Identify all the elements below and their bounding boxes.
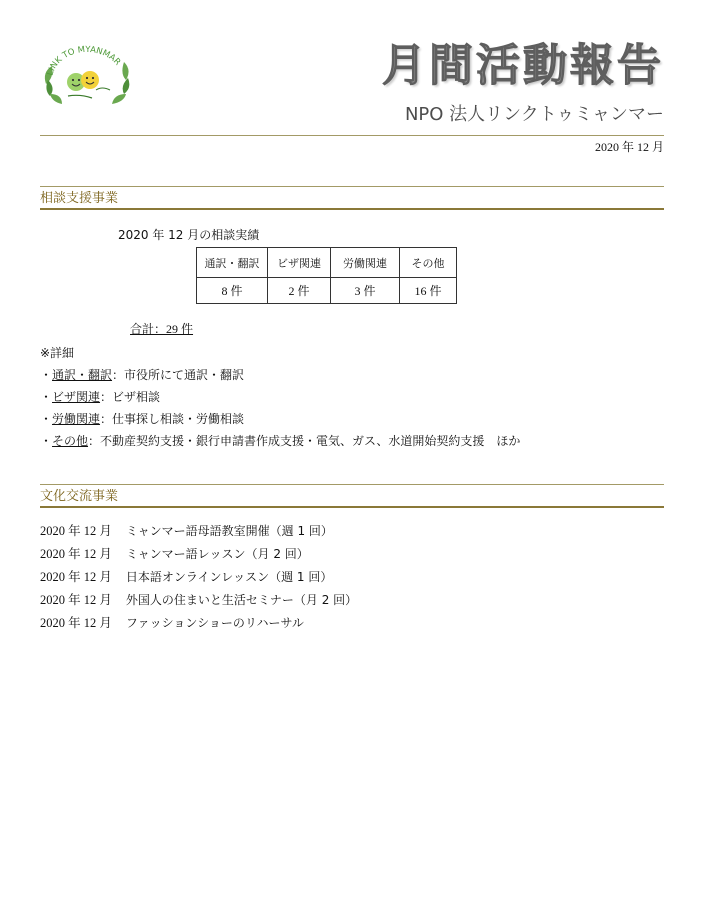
- detail-item: [40, 435, 520, 447]
- section-top-divider: [40, 186, 664, 187]
- table-header-cell: 労働関連: [331, 248, 400, 278]
- section-bottom-divider: [40, 506, 664, 508]
- item-text: ミャンマー語レッスン（月 2 回）: [125, 547, 309, 561]
- svg-text:LINK TO MYANMAR: LINK TO MYANMAR: [45, 44, 123, 77]
- item-text: ファッションショーのリハーサル: [125, 616, 304, 630]
- bullet: ・: [40, 412, 53, 426]
- detail-term: ビザ関連: [52, 390, 101, 404]
- item-date: 2020 年 12 月: [40, 593, 112, 607]
- table-cell: 8 件: [197, 278, 268, 304]
- item-date: 2020 年 12 月: [40, 570, 112, 584]
- item-text: 外国人の住まいと生活セミナー（月 2 回）: [125, 593, 358, 607]
- detail-text: ：仕事探し相談・労働相談: [100, 412, 245, 426]
- detail-term: 通訳・翻訳: [52, 368, 113, 382]
- detail-term: その他: [52, 434, 89, 448]
- culture-section-heading: 文化交流事業: [40, 489, 119, 504]
- bullet: ・: [40, 390, 53, 404]
- report-date: 2020 年 12 月: [594, 140, 664, 154]
- detail-item: [40, 413, 244, 425]
- bullet: ・: [40, 368, 53, 382]
- organization-logo: [40, 44, 134, 108]
- item-date: 2020 年 12 月: [40, 547, 112, 561]
- total-value: ：29 件: [154, 322, 194, 336]
- bullet: ・: [40, 434, 53, 448]
- item-text: 日本語オンラインレッスン（週 1 回）: [125, 570, 333, 584]
- detail-text: ：市役所にて通訳・翻訳: [112, 368, 245, 382]
- detail-item: [40, 391, 160, 403]
- consult-section-heading: 相談支援事業: [40, 191, 119, 206]
- detail-text: ：不動産契約支援・銀行申請書作成支援・電気、ガス、水道開始契約支援 ほか: [88, 434, 521, 448]
- total-line: [130, 323, 193, 335]
- consult-stats-table: [196, 247, 457, 304]
- page-title: 月間活動報告: [382, 40, 664, 91]
- item-date: 2020 年 12 月: [40, 616, 112, 630]
- detail-heading: ※詳細: [40, 346, 75, 360]
- summary-title: 2020 年 12 月の相談実績: [118, 228, 260, 242]
- table-header-cell: その他: [400, 248, 457, 278]
- list-item: [40, 594, 357, 607]
- table-header-row: [197, 248, 457, 278]
- detail-term: 労働関連: [52, 412, 101, 426]
- header-divider: [40, 135, 664, 136]
- list-item: [40, 571, 332, 584]
- table-header-cell: ビザ関連: [268, 248, 331, 278]
- list-item: [40, 617, 304, 630]
- list-item: [40, 525, 333, 538]
- table-header-cell: 通訳・翻訳: [197, 248, 268, 278]
- detail-item: [40, 369, 244, 381]
- table-row: [197, 278, 457, 304]
- item-text: ミャンマー語母語教室開催（週 1 回）: [125, 524, 333, 538]
- total-label: 合計: [130, 322, 155, 336]
- organization-name: NPO 法人リンクトゥミャンマー: [404, 104, 664, 125]
- section-top-divider: [40, 484, 664, 485]
- detail-text: ：ビザ相談: [100, 390, 161, 404]
- table-cell: 2 件: [268, 278, 331, 304]
- item-date: 2020 年 12 月: [40, 524, 112, 538]
- section-bottom-divider: [40, 208, 664, 210]
- list-item: [40, 548, 309, 561]
- table-cell: 3 件: [331, 278, 400, 304]
- table-cell: 16 件: [400, 278, 457, 304]
